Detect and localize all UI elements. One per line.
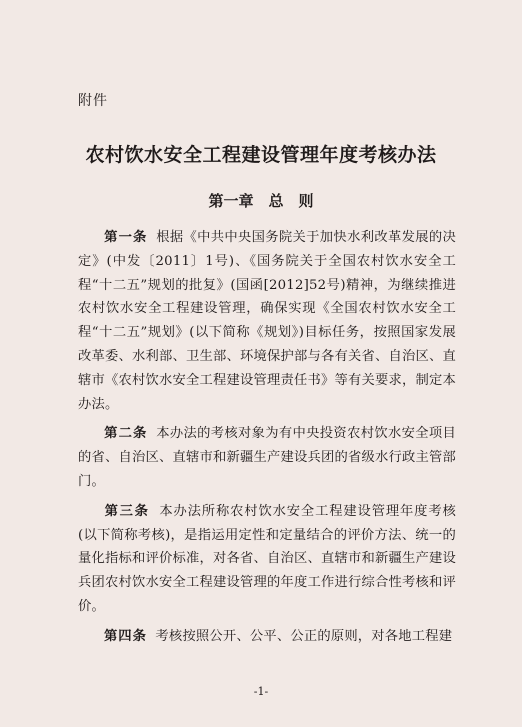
page-number: -1-	[253, 685, 269, 698]
article-2-text: 本办法的考核对象为有中央投资农村饮水安全项目的省、自治区、直辖市和新疆生产建设兵团的省级水行政主管部门。	[78, 426, 456, 489]
article-3	[78, 500, 456, 619]
article-1	[78, 226, 456, 416]
article-4-text: 考核按照公开、公平、公正的原则，对各地工程建	[155, 628, 453, 644]
chapter-heading: 第一章 总 则	[208, 192, 314, 210]
article-4-label: 第四条	[104, 628, 147, 644]
article-2-label: 第二条	[104, 426, 148, 442]
attachment-label: 附件	[78, 93, 108, 109]
article-1-text: 根据《中共中央国务院关于加快水利改革发展的决定》(中发〔2011〕1号)、《国务院关于全国农村饮水安全工程“十二五”规划的批复》(国函[2012]52号)精神，为继续推进农村饮水安全工程建设管理，确保实现《全国农村饮水安全工程“十二五”规划》(以下简称《规划》)目标任务，按照国家发展改革委、水利部、卫生部、环境保护部与各有关省、自治区、直辖市《农村饮水安全工程建设管理责任书》等有关要求，制定本办法。	[78, 230, 456, 412]
article-3-text: 本办法所称农村饮水安全工程建设管理年度考核(以下简称考核)，是指运用定性和定量结合的评价方法、统一的量化指标和评价标准，对各省、自治区、直辖市和新疆生产建设兵团农村饮水安全工程建设管理的年度工作进行综合性考核和评价。	[78, 503, 456, 614]
article-2	[78, 422, 456, 493]
article-1-label: 第一条	[104, 230, 148, 245]
article-3-label: 第三条	[104, 503, 150, 519]
article-4	[78, 625, 456, 649]
document-body	[78, 226, 456, 649]
document-title: 农村饮水安全工程建设管理年度考核办法	[85, 144, 437, 166]
